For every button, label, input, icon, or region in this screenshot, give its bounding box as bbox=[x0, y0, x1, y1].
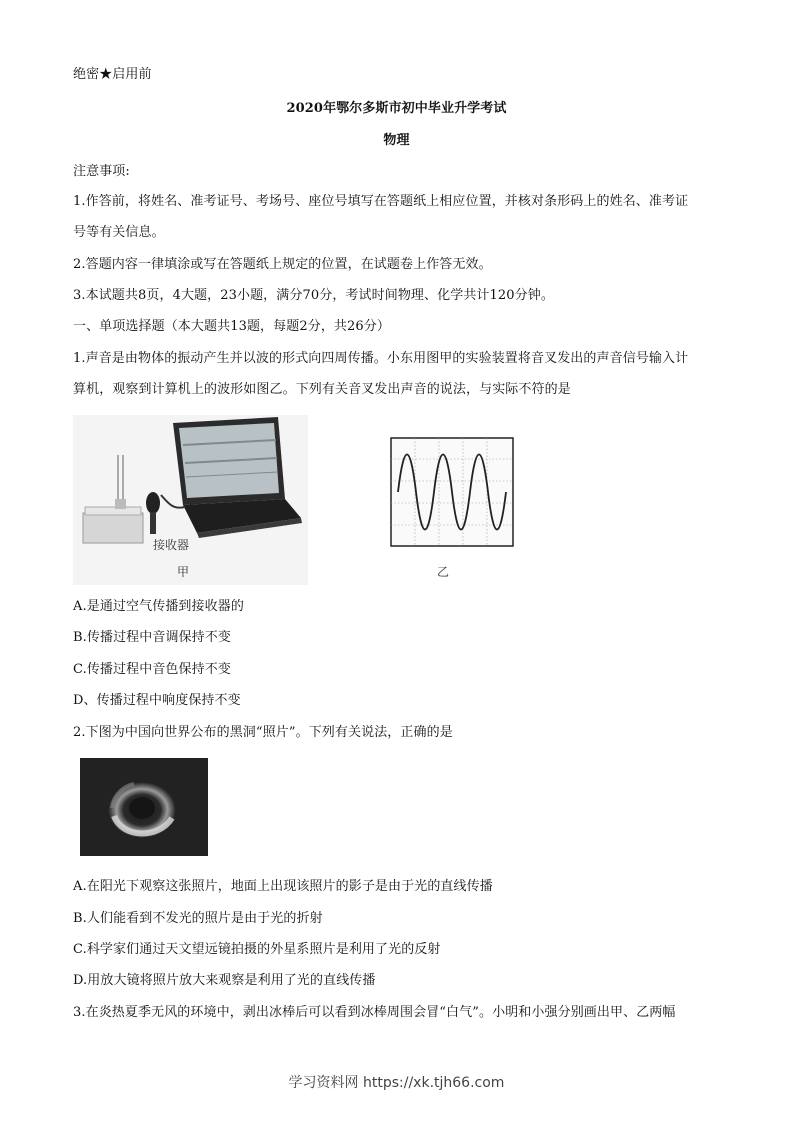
waveform-illustration bbox=[390, 437, 515, 549]
secret-label: 绝密★启用前 bbox=[73, 67, 152, 82]
apparatus-illustration bbox=[73, 415, 308, 585]
notice-item-2: 2.答题内容一律填涂或写在答题纸上规定的位置，在试题卷上作答无效。 bbox=[73, 257, 492, 272]
q2-blackhole-photo bbox=[80, 758, 208, 856]
notice-item-3: 3.本试题共8页，4大题，23小题，满分70分，考试时间物理、化学共计120分钟。 bbox=[73, 288, 554, 303]
figure-a-label: 甲 bbox=[177, 565, 190, 579]
section-1-heading: 一、单项选择题（本大题共13题，每题2分，共26分） bbox=[73, 319, 390, 334]
exam-title: 2020年鄂尔多斯市初中毕业升学考试 bbox=[286, 101, 507, 116]
blackhole-image bbox=[80, 758, 208, 856]
q1-figure-waveform bbox=[390, 437, 515, 587]
notice-item-1-line-2: 号等有关信息。 bbox=[73, 225, 165, 240]
notice-item-1-line-1: 1.作答前，将姓名、准考证号、考场号、座位号填写在答题纸上相应位置，并核对条形码上的姓名、准考证 bbox=[73, 194, 689, 209]
receiver-label: 接收器 bbox=[153, 538, 190, 552]
q1-figure-apparatus bbox=[73, 415, 308, 585]
q1-stem-line-1: 1.声音是由物体的振动产生并以波的形式向四周传播。小东用图甲的实验装置将音叉发出的声音信号输入计 bbox=[73, 351, 689, 366]
subject-title: 物理 bbox=[383, 133, 410, 148]
q2-option-d: D.用放大镜将照片放大来观察是利用了光的直线传播 bbox=[73, 973, 376, 988]
q3-stem-line-1: 3.在炎热夏季无风的环境中，剥出冰棒后可以看到冰棒周围会冒“白气”。小明和小强分别画出甲、乙两幅 bbox=[73, 1005, 676, 1020]
q2-option-a: A.在阳光下观察这张照片，地面上出现该照片的影子是由于光的直线传播 bbox=[73, 879, 493, 894]
q1-option-a: A.是通过空气传播到接收器的 bbox=[73, 599, 244, 614]
notice-heading: 注意事项: bbox=[73, 164, 130, 179]
footer-watermark: 学习资料网 https://xk.tjh66.com bbox=[288, 1075, 505, 1091]
q2-option-b: B.人们能看到不发光的照片是由于光的折射 bbox=[73, 911, 323, 926]
q1-option-d: D、传播过程中响度保持不变 bbox=[73, 693, 241, 708]
q1-stem-line-2: 算机，观察到计算机上的波形如图乙。下列有关音叉发出声音的说法，与实际不符的是 bbox=[73, 382, 571, 397]
q2-option-c: C.科学家们通过天文望远镜拍摄的外星系照片是利用了光的反射 bbox=[73, 942, 441, 957]
q2-stem: 2.下图为中国向世界公布的黑洞“照片”。下列有关说法，正确的是 bbox=[73, 725, 453, 740]
q1-option-c: C.传播过程中音色保持不变 bbox=[73, 662, 231, 677]
q1-option-b: B.传播过程中音调保持不变 bbox=[73, 630, 231, 645]
figure-b-label: 乙 bbox=[437, 565, 450, 579]
